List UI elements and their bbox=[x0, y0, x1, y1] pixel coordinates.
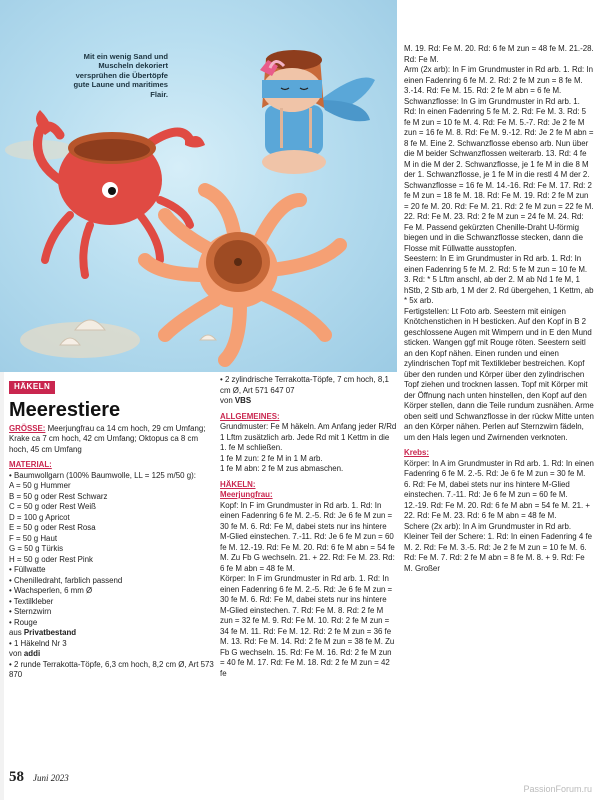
supplier-name: addi bbox=[23, 649, 41, 658]
koerper-text: Körper: In F im Grundmuster in Rd arb. 1. Rd: In einen Fadenring 6 fe M. 2.-5. Rd: Je 6 fe M zun = 30 fe M. 6. Rd: Fe M, dabei stets nur ins hintere M-Glied einstechen. 7. Rd: Fe M. 8. Rd: 2 fe M zun = 32 fe M. 9. Rd: Fe M. 10. Rd: 2 fe M zun = 34 fe M. 11. Rd: Fe M. 12. Rd: 2 fe M zun = 36 fe M. 13. Rd: Fe M. 14. Rd: 2 fe M zun = 38 fe M. Zu Fb G wechseln. 15. Rd: Fe M. 16. Rd: 2 fe M zun = 40 fe M. 17. Rd: Fe M. 18. Rd: 2 fe M zun = 42 fe bbox=[220, 574, 395, 678]
shell bbox=[75, 320, 105, 330]
material-item: • Wachsperlen, 6 mm Ø bbox=[9, 586, 93, 595]
material-item: • Sternzwirn bbox=[9, 607, 52, 616]
supplier-line bbox=[220, 396, 397, 407]
supplier-name: Privatbestand bbox=[23, 628, 77, 637]
material-item: • Textilkleber bbox=[9, 596, 54, 606]
schere-text: Schere (2x arb): In A im Grundmuster in Rd arb. Kleiner Teil der Schere: 1. Rd: In einen Fadenring 4 fe M. 2. Rd: Fe M. 3.-5. Rd: Je 2 fe M zun = 10 fe M. 6. Rd: Fe M. 7. Rd: 2 fe M abn = 8 fe M. 8. + 9. Rd: Fe M. Großer bbox=[404, 521, 593, 573]
supplier-line bbox=[9, 628, 217, 639]
photo-caption: Mit ein wenig Sand und Muscheln dekoriert versprühen die Übertöpfe gute Laune und maritimes Flair. bbox=[73, 52, 168, 99]
pot-item: • 2 runde Terrakotta-Töpfe, 6,3 cm hoch, 8,2 cm Ø, Art 573 870 bbox=[9, 659, 214, 679]
section-tag: HÄKELN bbox=[9, 381, 55, 394]
abn-text: 1 fe M abn: 2 fe M zus abmaschen. bbox=[220, 464, 344, 473]
page-edge-strip bbox=[0, 372, 4, 800]
material-item: • Rouge bbox=[9, 617, 38, 627]
meerjungfrau-label: Meerjungfrau: bbox=[220, 490, 273, 499]
supplier-prefix: von bbox=[220, 396, 235, 405]
article-title: Meerestiere bbox=[9, 398, 121, 421]
issue-date: Juni 2023 bbox=[33, 773, 69, 783]
page-number: 58 bbox=[9, 769, 24, 785]
mermaid-pot bbox=[260, 50, 375, 174]
column-3 bbox=[404, 44, 594, 574]
material-item: • Chenilledraht, farblich passend bbox=[9, 575, 123, 585]
shell bbox=[200, 335, 216, 340]
material-item: • Füllwatte bbox=[9, 565, 46, 574]
material-item: E = 50 g oder Rest Rosa bbox=[9, 523, 96, 532]
supplier-prefix: von bbox=[9, 649, 24, 658]
seestern-text: Seestern: In E im Grundmuster in Rd arb. 1. Rd: In einen Fadenring 5 fe M. 2. Rd: 5 fe M zun = 10 fe M. 3. Rd: * 5 Lftm anschl, ab der 2. M ab Nd 1 fe M, 1 hStb, 2 Stb arb, 1 M der 2. Rd übergehen, 1 Kettm, ab * 5x arb. bbox=[404, 254, 594, 305]
allgemeines-text: Grundmuster: Fe M häkeln. Am Anfang jeder R/Rd 1 Lftm zusätzlich arb. Jede Rd mit 1 Kettm in die 1. fe M schließen. bbox=[220, 422, 397, 452]
krebs-label: Krebs: bbox=[404, 448, 429, 457]
material-item: H = 50 g oder Rest Pink bbox=[9, 554, 93, 564]
groesse-text: Meerjungfrau ca 14 cm hoch, 29 cm Umfang; Krake ca 7 cm hoch, 42 cm Umfang; Oktopus ca 8 cm hoch, 45 cm Umfang bbox=[9, 423, 206, 454]
crab-pot bbox=[36, 110, 205, 275]
material-item: C = 50 g oder Rest Weiß bbox=[9, 502, 96, 511]
column-1 bbox=[9, 381, 217, 681]
material-item: F = 50 g Haut bbox=[9, 533, 58, 543]
hook-item: • 1 Häkelnd Nr 3 bbox=[9, 638, 67, 648]
hero-photo bbox=[0, 0, 397, 372]
groesse-label: GRÖSSE: bbox=[9, 423, 46, 433]
supplier-line bbox=[9, 649, 217, 660]
column-2 bbox=[220, 375, 397, 679]
material-label: MATERIAL: bbox=[9, 460, 52, 469]
material-list bbox=[9, 471, 217, 629]
octopus-pot bbox=[145, 190, 340, 360]
supplier-name: VBS bbox=[234, 396, 252, 405]
schwanzflosse-text: Schwanzflosse: In G im Grundmuster in Rd arb. 1. Rd: In einen Fadenring 5 fe M. 2. Rd: Fe M. 3. Rd: 5 fe M zun = 10 fe M. 4. Rd: Fe M. 5.-7. Rd: Je 2 fe M zun = 16 fe M. 8. Rd: Fe M. 9.-12. Rd: Je 2 fe M abn = 8 fe M. Eine 2. Schwanzflosse ebenso arb. Nun über die M beider Schwanzflossen weiterarb. 13. Rd: 4 fe M in die M der 2. Schwanzflosse, je 1 fe M in die 8 M der 1. Schwanzflosse, je 1 fe M in die restl 4 M der 2. Schwanzflosse = 16 fe M. 14.-16. Rd: Fe M. 17. Rd: 2 fe M zun = 18 fe M. 18. Rd: Fe M. 19. Rd: 2 fe M zun = 20 fe M. 20. Rd: Fe M. 21. Rd: 2 fe M zun = 22 fe M. 22. Rd: Fe M. 23. Rd: 2 fe M zun = 24 fe M. 24. Rd: Fe M. Passend gekürzten Chenille-Draht U-förmig biegen und in die Schwanzflosse stecken, dann die Flosse mit Füllwatte ausstopfen. bbox=[404, 96, 594, 253]
material-item: G = 50 g Türkis bbox=[9, 544, 64, 553]
material-item: D = 100 g Apricot bbox=[9, 512, 70, 522]
kopf-text: Kopf: In F im Grundmuster in Rd arb. 1. Rd: In einen Fadenring 6 fe M. 2.-5. Rd: Je 6 fe M zun = 30 fe M. 6. Rd: Fe M, dabei stets nur ins hintere M-Glied einstechen. 7.-11. Rd: Je 6 fe M zun = 60 fe M. 12.-19. Rd: Fe M. 20. Rd: 6 fe M abn = 54 fe M. Zu Fb G wechseln. 21. + 22. Rd: Fe M. 23. Rd: 6 fe M abn = 48 fe M. bbox=[220, 500, 395, 573]
allgemeines-label: ALLGEMEINES: bbox=[220, 411, 280, 421]
groesse-paragraph bbox=[9, 424, 217, 456]
material-item: • Baumwollgarn (100% Baumwolle, LL = 125 m/50 g): bbox=[9, 470, 196, 480]
haekeln-label: HÄKELN: bbox=[220, 479, 256, 489]
pot-item: • 2 zylindrische Terrakotta-Töpfe, 7 cm hoch, 8,1 cm Ø, Art 571 647 07 bbox=[220, 375, 389, 395]
material-item: B = 50 g oder Rest Schwarz bbox=[9, 491, 108, 501]
fertigstellen-text: Fertigstellen: Lt Foto arb. Seestern mit einigen Knötchenstichen in H besticken. Auf den Kopf in B 2 geschlossene Augen mit Wimpern und in E den Mund sticken. Wangen ggf mit Rouge röten. Seestern seitl an den Kopf nähen. Einen runden und einen zylindrischen Topf mit Textilkleber bestreichen. Kopf über den runden und Körper über den zylindrischen Topf ziehen und trocknen lassen. Topf mit Körper mit der Öffnung nach unten hinstellen, den Kopf auf den Körper stellen, dann die Teile rundum zusnähen. Arme oben seitl und Schwanzflosse in der rückw Mitte unten an den Körper nähen. Perlen auf Sternzwirn fädeln, um den Hals legen und Zwirnenden verknoten. bbox=[404, 306, 594, 442]
supplier-prefix: aus bbox=[9, 628, 24, 637]
watermark: PassionForum.ru bbox=[523, 784, 592, 794]
zun-text: 1 fe M zun: 2 fe M in 1 M arb. bbox=[220, 453, 323, 463]
arm-text: Arm (2x arb): In F im Grundmuster in Rd arb. 1. Rd: In einen Fadenring 6 fe M. 2. Rd: 2 fe M zun = 8 fe M. 3.-14. Rd: Fe M. 15. Rd: 2 fe M abn = 6 fe M. bbox=[404, 65, 593, 95]
material-item: A = 50 g Hummer bbox=[9, 481, 71, 490]
krebs-koerper-text: Körper: In A im Grundmuster in Rd arb. 1. Rd: In einen Fadenring 6 fe M. 2.-5. Rd: Je 6 fe M zun = 30 fe M. 6. Rd: Fe M, dabei stets nur ins hintere M-Glied einstechen. 7.-11. Rd: Je 6 fe M zun = 60 fe M. 12.-19. Rd: Fe M. 20. Rd: 6 fe M abn = 54 fe M. 21. + 22. Rd: Fe M. 23. Rd: 6 fe M abn = 48 fe M. bbox=[404, 458, 594, 520]
body-continued: M. 19. Rd: Fe M. 20. Rd: 6 fe M zun = 48 fe M. 21.-28. Rd: Fe M. bbox=[404, 44, 594, 64]
